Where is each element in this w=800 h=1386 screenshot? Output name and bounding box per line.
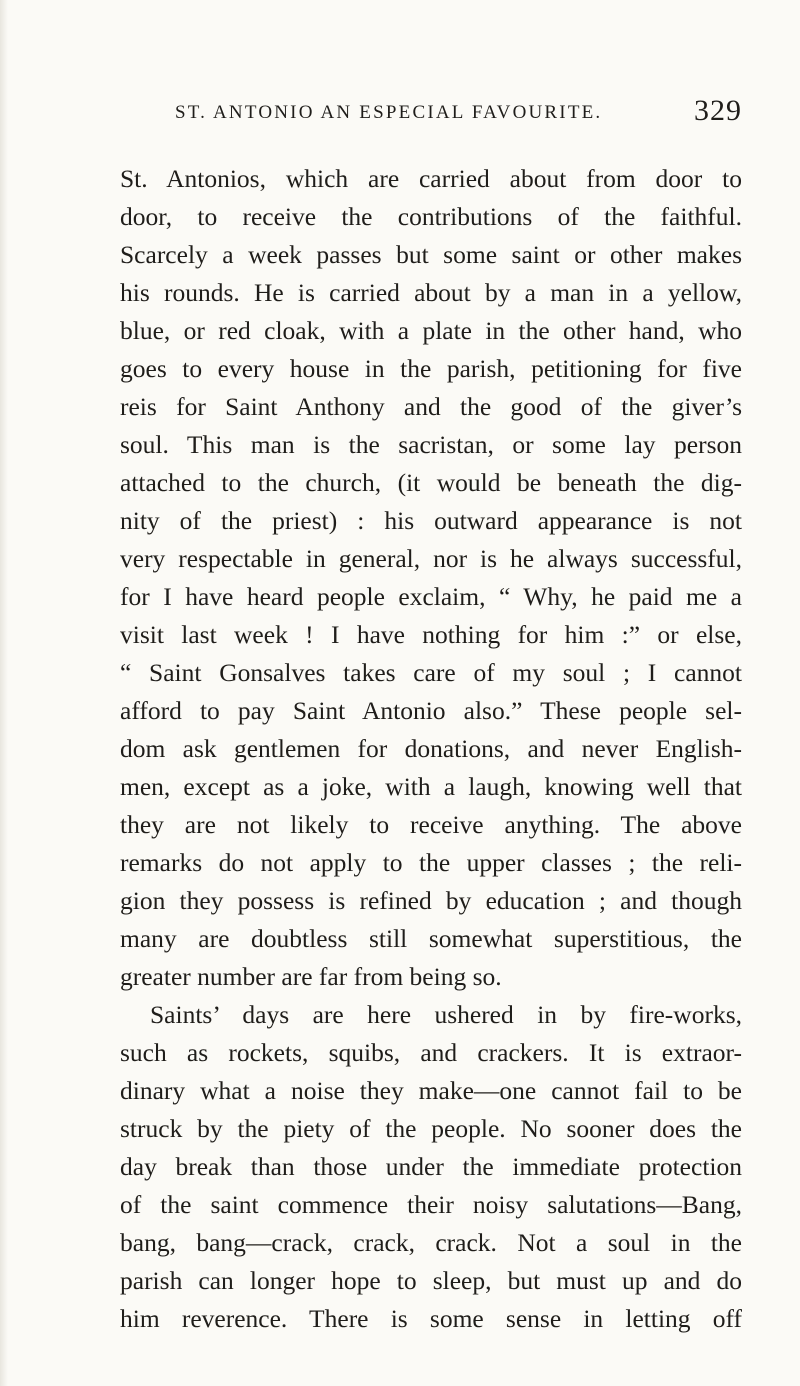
text-line: struck by the piety of the people. No sooner does the (120, 1114, 742, 1143)
page-gutter-shadow (0, 0, 8, 1386)
text-line: door, to receive the contributions of the faithful. (120, 202, 742, 231)
text-line: for I have heard people exclaim, “ Why, he paid me a (120, 582, 742, 611)
text-line: dinary what a noise they make—one cannot fail to be (120, 1076, 742, 1105)
running-title: ST. ANTONIO AN ESPECIAL FAVOURITE. (175, 102, 603, 123)
text-line: him reverence. There is some sense in letting off (120, 1304, 742, 1333)
text-line: blue, or red cloak, with a plate in the other hand, who (120, 316, 742, 345)
text-line: soul. This man is the sacristan, or some lay person (120, 430, 742, 459)
text-line: afford to pay Saint Antonio also.” These people sel- (120, 696, 742, 725)
text-line: bang, bang—crack, crack, crack. Not a soul in the (120, 1228, 742, 1257)
text-line: remarks do not apply to the upper classes ; the reli- (120, 848, 742, 877)
body-text (120, 160, 742, 1338)
text-line: nity of the priest) : his outward appearance is not (120, 506, 742, 535)
text-line: day break than those under the immediate protection (120, 1152, 742, 1181)
text-line: reis for Saint Anthony and the good of the giver’s (120, 392, 742, 421)
page-number: 329 (694, 94, 742, 127)
text-line: goes to every house in the parish, petitioning for five (120, 354, 742, 383)
text-line: Scarcely a week passes but some saint or other makes (120, 240, 742, 269)
text-line: his rounds. He is carried about by a man in a yellow, (120, 278, 742, 307)
text-line: such as rockets, squibs, and crackers. It is extraor- (120, 1038, 742, 1067)
text-line: “ Saint Gonsalves takes care of my soul ; I cannot (120, 658, 742, 687)
text-line: gion they possess is refined by education ; and though (120, 886, 742, 915)
text-line: visit last week ! I have nothing for him :” or else, (120, 620, 742, 649)
text-line: very respectable in general, nor is he always successful, (120, 544, 742, 573)
paragraph-2 (120, 996, 742, 1338)
text-line: men, except as a joke, with a laugh, knowing well that (120, 772, 742, 801)
text-line: dom ask gentlemen for donations, and never English- (120, 734, 742, 763)
text-line: St. Antonios, which are carried about from door to (120, 164, 742, 193)
text-line: they are not likely to receive anything. The above (120, 810, 742, 839)
text-line: Saints’ days are here ushered in by fire-works, (150, 1000, 742, 1029)
running-head (120, 94, 742, 130)
text-line: many are doubtless still somewhat superstitious, the (120, 924, 742, 953)
text-line: parish can longer hope to sleep, but must up and do (120, 1266, 742, 1295)
text-line: of the saint commence their noisy salutations—Bang, (120, 1190, 742, 1219)
paragraph-1 (120, 160, 742, 996)
text-line: greater number are far from being so. (120, 962, 502, 991)
text-line: attached to the church, (it would be beneath the dig- (120, 468, 742, 497)
